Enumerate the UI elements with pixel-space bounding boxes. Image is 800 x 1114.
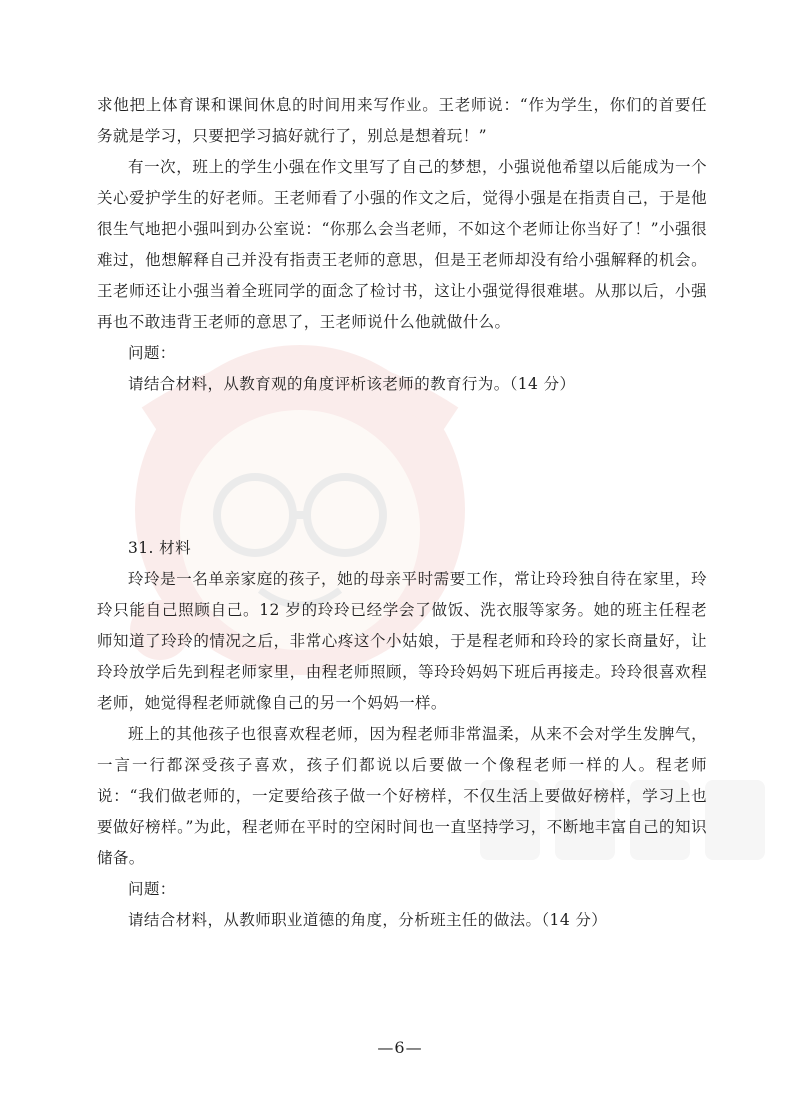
- question-label: 问题：: [128, 344, 176, 362]
- question-31-label: 问题：: [128, 880, 176, 898]
- question-31: [97, 533, 707, 936]
- paragraph-continued: 求他把上体育课和课间休息的时间用来写作业。王老师说：“作为学生，你们的首要任务就是学习，只要把学习搞好就行了，别总是想着玩！”: [97, 96, 707, 145]
- material-continued: [97, 90, 707, 400]
- paragraph-lingling: 玲玲是一名单亲家庭的孩子，她的母亲平时需要工作，常让玲玲独自待在家里，玲玲只能自己照顾自己。12 岁的玲玲已经学会了做饭、洗衣服等家务。她的班主任程老师知道了玲玲的情况之后，非常心疼这个小姑娘，于是程老师和玲玲的家长商量好，让玲玲放学后先到程老师家里，由程老师照顾，等玲玲妈妈下班后再接走。玲玲很喜欢程老师，她觉得程老师就像自己的另一个妈妈一样。: [97, 570, 707, 712]
- page-number: —6—: [377, 1038, 423, 1057]
- question-31-heading: 31. 材料: [128, 539, 191, 557]
- question-31-text: 请结合材料，从教师职业道德的角度，分析班主任的做法。（14 分）: [128, 911, 608, 929]
- paragraph-cheng-teacher: 班上的其他孩子也很喜欢程老师，因为程老师非常温柔，从来不会对学生发脾气，一言一行都深受孩子喜欢，孩子们都说以后要做一个像程老师一样的人。程老师说：“我们做老师的，一定要给孩子做一个好榜样，不仅生活上要做好榜样，学习上也要做好榜样。”为此，程老师在平时的空闲时间也一直坚持学习，不断地丰富自己的知识储备。: [97, 725, 707, 867]
- paragraph-xiaoqiang: 有一次，班上的学生小强在作文里写了自己的梦想，小强说他希望以后能成为一个关心爱护学生的好老师。王老师看了小强的作文之后，觉得小强是在指责自己，于是他很生气地把小强叫到办公室说：“你那么会当老师，不如这个老师让你当好了！”小强很难过，他想解释自己并没有指责王老师的意思，但是王老师却没有给小强解释的机会。王老师还让小强当着全班同学的面念了检讨书，这让小强觉得很难堪。从那以后，小强再也不敢违背王老师的意思了，王老师说什么他就做什么。: [97, 158, 707, 331]
- question-text: 请结合材料，从教育观的角度评析该老师的教育行为。（14 分）: [128, 375, 576, 393]
